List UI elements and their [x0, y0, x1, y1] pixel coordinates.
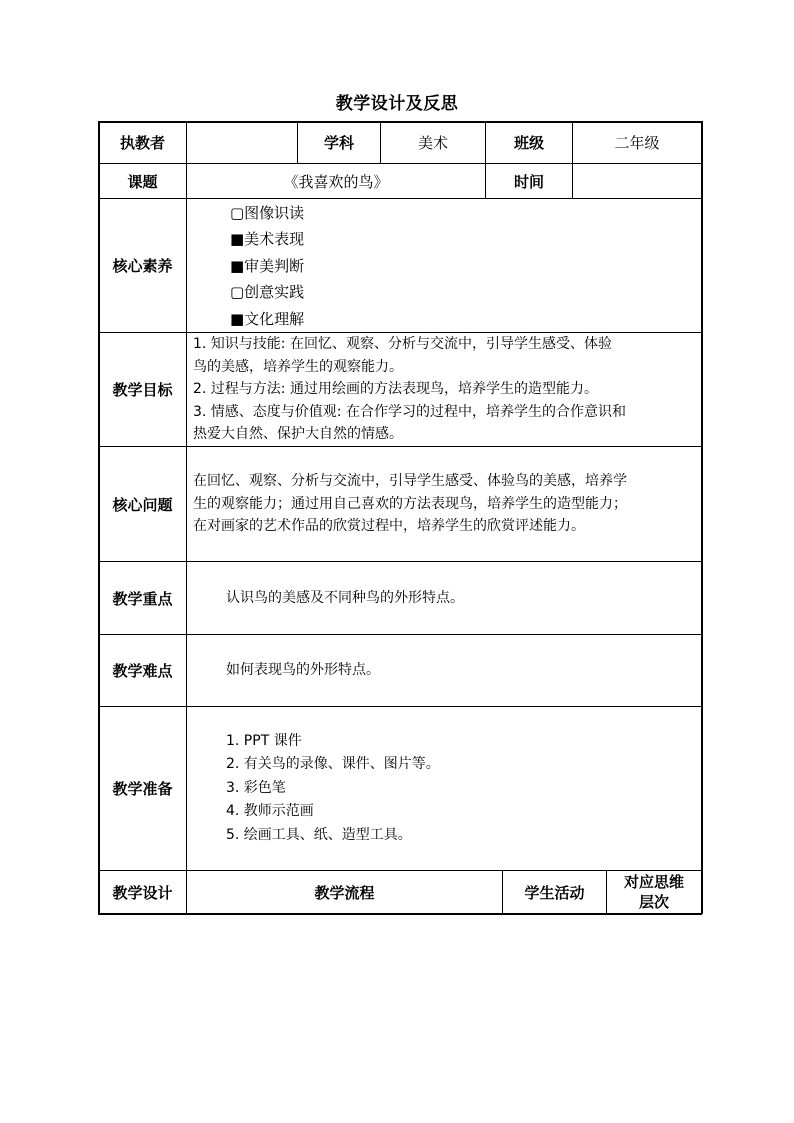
goal-line: 1. 知识与技能: 在回忆、观察、分析与交流中，引导学生感受、体验 — [193, 336, 612, 353]
thinking-header-line: 对应思维 — [623, 873, 684, 891]
literacy-item: ■文化理解 — [230, 309, 305, 328]
key-point-text: 认识鸟的美感及不同种鸟的外形特点。 — [226, 589, 464, 606]
goal-line: 3. 情感、态度与价值观: 在合作学习的过程中，培养学生的合作意识和 — [193, 403, 626, 420]
class-label: 班级 — [513, 134, 544, 152]
teacher-value — [187, 122, 297, 163]
prep-item: 3. 彩色笔 — [226, 779, 286, 796]
class-value: 二年级 — [614, 134, 660, 152]
goal-line: 热爱大自然、保护大自然的情感。 — [193, 426, 403, 443]
prep-item: 4. 教师示范画 — [226, 803, 314, 820]
question-line: 生的观察能力；通过用自己喜欢的方法表现鸟，培养学生的造型能力； — [193, 495, 627, 512]
goal-line: 2. 过程与方法: 通过用绘画的方法表现鸟，培养学生的造型能力。 — [193, 381, 598, 398]
literacy-item: ■审美判断 — [230, 256, 305, 275]
activity-header: 学生活动 — [524, 883, 585, 902]
thinking-header — [607, 871, 701, 913]
time-label: 时间 — [513, 172, 544, 191]
design-label: 教学设计 — [112, 883, 173, 902]
flow-header: 教学流程 — [314, 883, 375, 902]
literacy-item: ■美术表现 — [230, 230, 305, 249]
preparation-list — [226, 707, 696, 870]
question-line: 在对画家的艺术作品的欣赏过程中，培养学生的欣赏评述能力。 — [193, 518, 585, 535]
topic-label: 课题 — [127, 172, 158, 191]
core-literacy-list — [230, 200, 690, 332]
thinking-header-line: 层次 — [638, 893, 669, 911]
topic-value: 《我喜欢的鸟》 — [283, 172, 389, 191]
preparation-label: 教学准备 — [112, 780, 173, 798]
key-point-label: 教学重点 — [112, 589, 173, 608]
page-title: 教学设计及反思 — [335, 94, 459, 114]
prep-item: 5. 绘画工具、纸、造型工具。 — [226, 826, 412, 843]
subject-label: 学科 — [323, 134, 354, 152]
literacy-item: ▢创意实践 — [230, 283, 305, 302]
core-literacy-label: 核心素养 — [112, 257, 173, 275]
teacher-label: 执教者 — [119, 134, 165, 152]
prep-item: 1. PPT 课件 — [226, 732, 302, 749]
difficulty-label: 教学难点 — [112, 662, 173, 680]
goal-line: 鸟的美感，培养学生的观察能力。 — [193, 358, 403, 375]
goals-label: 教学目标 — [112, 381, 173, 399]
core-question-text — [193, 447, 699, 561]
question-line: 在回忆、观察、分析与交流中，引导学生感受、体验鸟的美感，培养学 — [193, 473, 627, 490]
goals-text — [193, 333, 699, 446]
subject-value: 美术 — [417, 134, 448, 152]
difficulty-text: 如何表现鸟的外形特点。 — [226, 662, 380, 679]
time-value — [573, 164, 701, 198]
prep-item: 2. 有关鸟的录像、课件、图片等。 — [226, 756, 440, 773]
core-question-label: 核心问题 — [112, 495, 173, 514]
literacy-item: ▢图像识读 — [230, 203, 305, 222]
